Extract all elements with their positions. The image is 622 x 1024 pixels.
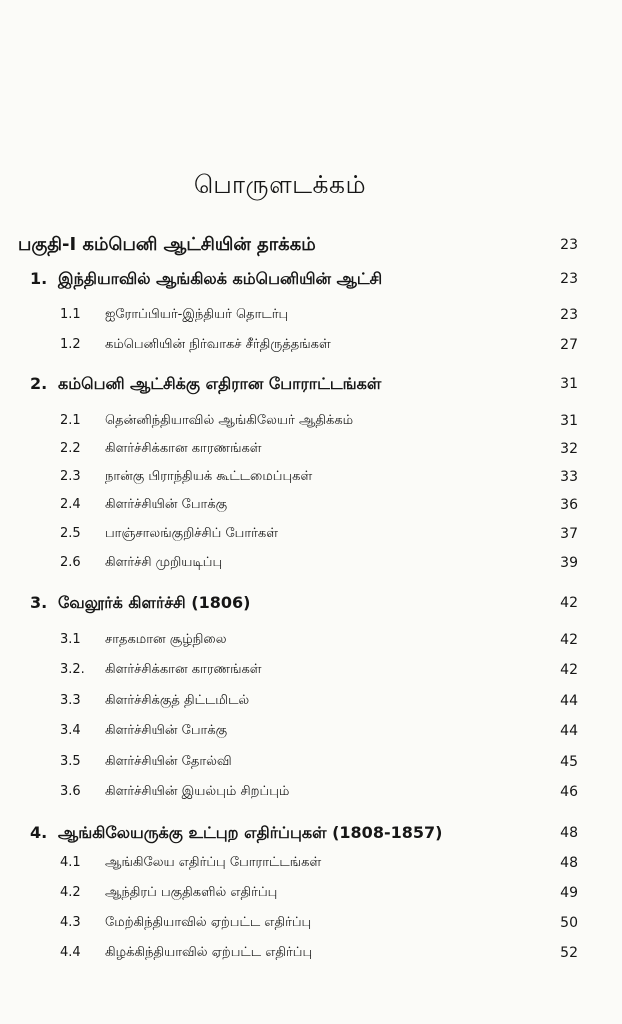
page-number: 31 (560, 413, 578, 429)
section-number: 4.1 (60, 855, 81, 870)
chapter-number: 4. (30, 823, 48, 842)
section-title: கிளர்ச்சியின் இயல்பும் சிறப்பும் (105, 784, 290, 799)
toc-section-row (0, 880, 622, 906)
section-number: 3.5 (60, 754, 81, 769)
toc-section-row (0, 657, 622, 683)
section-title: கிழக்கிந்தியாவில் ஏற்பட்ட எதிர்ப்பு (105, 945, 313, 960)
section-title: ஐரோப்பியர்-இந்தியர் தொடர்பு (105, 307, 289, 322)
toc-part-row (0, 232, 622, 258)
page-number: 44 (560, 723, 578, 739)
section-title: சாதகமான சூழ்நிலை (105, 632, 227, 647)
page-title: பொருளடக்கம் (193, 170, 367, 199)
chapter-title: கம்பெனி ஆட்சிக்கு எதிரான போராட்டங்கள் (58, 374, 382, 393)
page-number: 37 (560, 526, 578, 542)
section-title: ஆங்கிலேய எதிர்ப்பு போராட்டங்கள் (105, 855, 322, 870)
toc-section-row (0, 850, 622, 876)
section-title: மேற்கிந்தியாவில் ஏற்பட்ட எதிர்ப்பு (105, 915, 312, 930)
section-number: 2.6 (60, 555, 81, 570)
section-number: 1.1 (60, 307, 81, 322)
section-number: 2.2 (60, 441, 81, 456)
toc-section-row (0, 332, 622, 358)
toc-section-row (0, 408, 622, 434)
toc-section-row (0, 749, 622, 775)
page-number: 48 (560, 855, 578, 871)
section-title: கிளர்ச்சி முறியடிப்பு (105, 555, 223, 570)
toc-section-row (0, 436, 622, 462)
page-number: 50 (560, 915, 578, 931)
section-number: 3.4 (60, 723, 81, 738)
chapter-number: 3. (30, 593, 48, 612)
section-title: கிளர்ச்சியின் போக்கு (105, 497, 228, 512)
section-number: 3.6 (60, 784, 81, 799)
page-number: 42 (560, 632, 578, 648)
section-title: கிளர்ச்சிக்கான காரணங்கள் (105, 662, 262, 677)
page-number: 48 (560, 825, 578, 841)
section-number: 3.3 (60, 693, 81, 708)
section-number: 1.2 (60, 337, 81, 352)
toc-section-row (0, 940, 622, 966)
section-title: கம்பெனியின் நிர்வாகச் சீர்திருத்தங்கள் (105, 337, 331, 352)
section-title: பாஞ்சாலங்குறிச்சிப் போர்கள் (105, 526, 278, 541)
toc-chapter-row (0, 590, 622, 616)
section-title: கிளர்ச்சியின் தோல்வி (105, 754, 232, 769)
toc-section-row (0, 910, 622, 936)
chapter-title: வேலூர்க் கிளர்ச்சி (1806) (58, 593, 251, 612)
page-number: 33 (560, 469, 578, 485)
page-number: 44 (560, 693, 578, 709)
toc-section-row (0, 521, 622, 547)
page-number: 23 (560, 237, 578, 253)
section-title: கிளர்ச்சியின் போக்கு (105, 723, 228, 738)
page-number: 32 (560, 441, 578, 457)
page-number: 31 (560, 376, 578, 392)
chapter-title: இந்தியாவில் ஆங்கிலக் கம்பெனியின் ஆட்சி (58, 269, 383, 288)
section-title: கிளர்ச்சிக்குத் திட்டமிடல் (105, 693, 250, 708)
section-title: நான்கு பிராந்தியக் கூட்டமைப்புகள் (105, 469, 313, 484)
toc-section-row (0, 688, 622, 714)
toc-section-row (0, 464, 622, 490)
section-number: 2.1 (60, 413, 81, 428)
toc-chapter-row (0, 820, 622, 846)
page-number: 36 (560, 497, 578, 513)
toc-section-row (0, 492, 622, 518)
section-number: 3.2. (60, 662, 85, 677)
chapter-title: ஆங்கிலேயருக்கு உட்புற எதிர்ப்புகள் (1808-1857) (58, 823, 443, 842)
toc-section-row (0, 302, 622, 328)
chapter-number: 2. (30, 374, 48, 393)
page-number: 42 (560, 595, 578, 611)
toc-section-row (0, 550, 622, 576)
page-number: 49 (560, 885, 578, 901)
toc-chapter-row (0, 266, 622, 292)
section-number: 4.2 (60, 885, 81, 900)
section-title: ஆந்திரப் பகுதிகளில் எதிர்ப்பு (105, 885, 278, 900)
section-number: 4.4 (60, 945, 81, 960)
toc-chapter-row (0, 371, 622, 397)
section-title: கிளர்ச்சிக்கான காரணங்கள் (105, 441, 262, 456)
toc-section-row (0, 627, 622, 653)
section-title: தென்னிந்தியாவில் ஆங்கிலேயர் ஆதிக்கம் (105, 413, 354, 428)
chapter-number: 1. (30, 269, 48, 288)
page-number: 42 (560, 662, 578, 678)
page-number: 46 (560, 784, 578, 800)
section-number: 2.3 (60, 469, 81, 484)
toc-section-row (0, 718, 622, 744)
page-number: 23 (560, 307, 578, 323)
section-number: 2.4 (60, 497, 81, 512)
section-number: 2.5 (60, 526, 81, 541)
page-number: 52 (560, 945, 578, 961)
part-title: பகுதி-I கம்பெனி ஆட்சியின் தாக்கம் (18, 234, 316, 255)
toc-section-row (0, 779, 622, 805)
page-number: 27 (560, 337, 578, 353)
section-number: 4.3 (60, 915, 81, 930)
page-number: 23 (560, 271, 578, 287)
page-number: 39 (560, 555, 578, 571)
section-number: 3.1 (60, 632, 81, 647)
page-number: 45 (560, 754, 578, 770)
